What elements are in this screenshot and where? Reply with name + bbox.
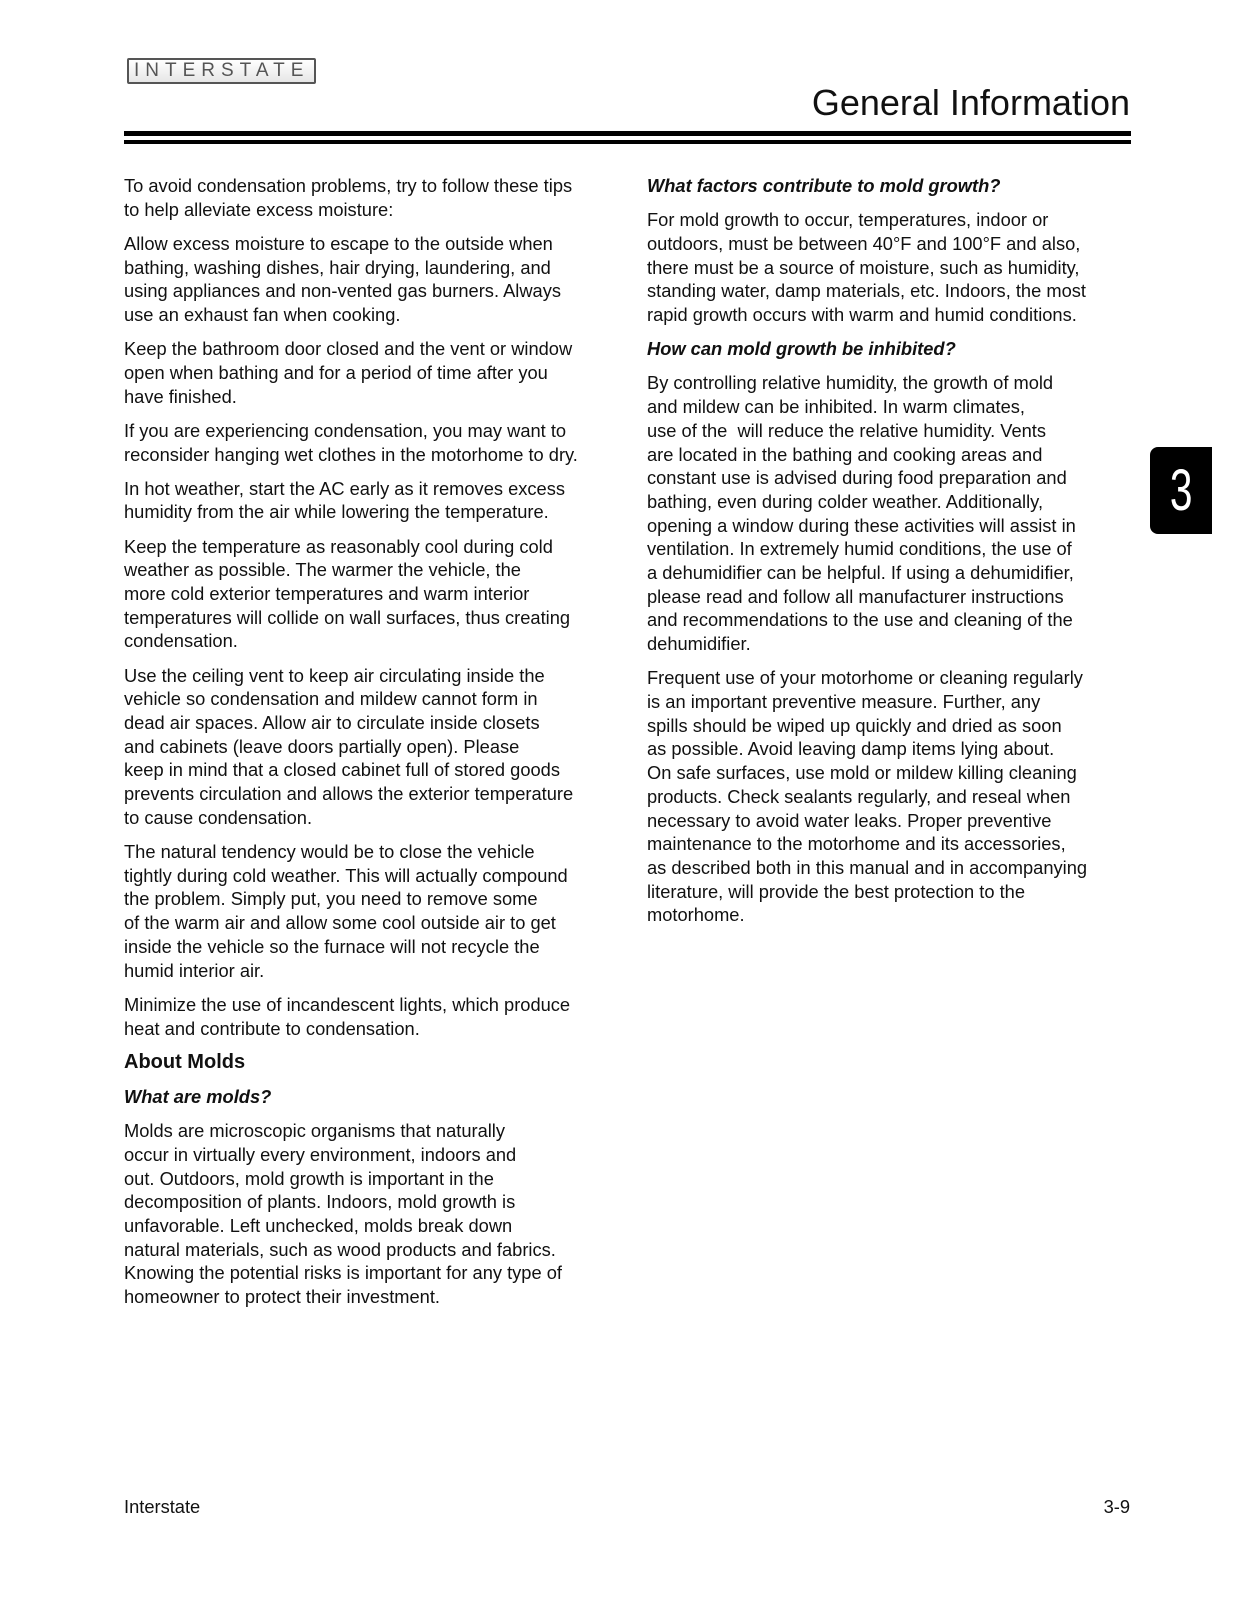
text-line: homeowner to protect their investment.: [124, 1286, 441, 1308]
text-line: use of the will reduce the relative humidity. Vents: [647, 419, 1047, 441]
text-line: and recommendations to the use and cleaning of the: [647, 609, 1073, 631]
text-line: Keep the bathroom door closed and the vent or window: [124, 338, 573, 360]
text-line: On safe surfaces, use mold or mildew killing cleaning: [647, 762, 1077, 784]
interstate-logo: INTERSTATE: [127, 58, 316, 84]
text-line: reconsider hanging wet clothes in the motorhome to dry.: [124, 443, 578, 465]
text-line: use an exhaust fan when cooking.: [124, 304, 401, 326]
text-line: prevents circulation and allows the exterior temperature: [124, 783, 574, 805]
text-line: to cause condensation.: [124, 806, 313, 828]
text-line: as possible. Avoid leaving damp items lying about.: [647, 738, 1055, 760]
text-line: By controlling relative humidity, the growth of mold: [647, 372, 1054, 394]
text-line: opening a window during these activities will assist in: [647, 514, 1076, 536]
text-line: and mildew can be inhibited. In warm climates,: [647, 396, 1025, 418]
text-line: are located in the bathing and cooking areas and: [647, 443, 1043, 465]
text-line: have finished.: [124, 385, 237, 407]
text-line: For mold growth to occur, temperatures, indoor or: [647, 209, 1049, 231]
text-line: is an important preventive measure. Further, any: [647, 691, 1041, 713]
paragraph: [124, 840, 624, 982]
text-line: spills should be wiped up quickly and dried as soon: [647, 714, 1062, 736]
text-line: About Molds: [124, 1050, 246, 1073]
paragraph: [124, 664, 624, 830]
text-line: Keep the temperature as reasonably cool during cold: [124, 535, 553, 557]
text-line: condensation.: [124, 630, 238, 652]
text-line: open when bathing and for a period of time after you: [124, 361, 548, 383]
text-line: What factors contribute to mold growth?: [647, 175, 1001, 196]
paragraph: [124, 477, 624, 524]
text-line: What are molds?: [124, 1085, 272, 1107]
page-title: General Information: [811, 82, 1130, 123]
chapter-tab: [1150, 447, 1212, 534]
text-line: a dehumidifier can be helpful. If using a dehumidifier,: [647, 562, 1074, 584]
text-line: unfavorable. Left unchecked, molds break down: [124, 1214, 513, 1236]
text-line: decomposition of plants. Indoors, mold growth is: [124, 1191, 516, 1213]
subheading: [124, 1085, 624, 1109]
right-column: [647, 174, 1147, 938]
paragraph: [124, 232, 624, 327]
text-line: standing water, damp materials, etc. Indoors, the most: [647, 280, 1086, 302]
header-rule-thin: [124, 140, 1131, 144]
text-line: keep in mind that a closed cabinet full of stored goods: [124, 759, 560, 781]
paragraph: [647, 208, 1147, 327]
text-line: literature, will provide the best protection to the: [647, 880, 1026, 902]
text-line: humid interior air.: [124, 959, 265, 981]
text-line: using appliances and non-vented gas burners. Always: [124, 280, 561, 302]
text-line: If you are experiencing condensation, you may want to: [124, 419, 567, 441]
text-line: motorhome.: [647, 904, 745, 926]
text-line: bathing, even during colder weather. Additionally,: [647, 490, 1044, 512]
paragraph: [124, 993, 624, 1040]
text-line: of the warm air and allow some cool outside air to get: [124, 912, 556, 934]
section-heading: [124, 1051, 624, 1075]
page-number: 3-9: [1103, 1496, 1130, 1517]
text-line: dead air spaces. Allow air to circulate inside closets: [124, 712, 540, 734]
text-line: out. Outdoors, mold growth is important in the: [124, 1167, 494, 1189]
text-line: ventilation. In extremely humid conditions, the use of: [647, 538, 1072, 560]
text-line: bathing, washing dishes, hair drying, laundering, and: [124, 256, 551, 278]
text-line: more cold exterior temperatures and warm interior: [124, 583, 530, 605]
text-line: weather as possible. The warmer the vehicle, the: [124, 559, 521, 581]
paragraph: [124, 419, 624, 466]
text-line: natural materials, such as wood products and fabrics.: [124, 1238, 556, 1260]
text-line: as described both in this manual and in accompanying: [647, 856, 1088, 878]
text-line: Use the ceiling vent to keep air circulating inside the: [124, 664, 545, 686]
text-line: occur in virtually every environment, indoors and: [124, 1143, 517, 1165]
paragraph: [124, 1119, 624, 1309]
text-line: vehicle so condensation and mildew cannot form in: [124, 688, 538, 710]
paragraph: [647, 666, 1147, 927]
paragraph: [124, 337, 624, 408]
text-line: Allow excess moisture to escape to the outside when: [124, 232, 553, 254]
text-line: necessary to avoid water leaks. Proper preventive: [647, 809, 1052, 831]
text-line: humidity from the air while lowering the temperature.: [124, 501, 549, 523]
text-line: inside the vehicle so the furnace will not recycle the: [124, 935, 540, 957]
text-line: to help alleviate excess moisture:: [124, 198, 394, 220]
text-line: Frequent use of your motorhome or cleaning regularly: [647, 667, 1083, 689]
text-line: products. Check sealants regularly, and reseal when: [647, 785, 1071, 807]
subheading: [647, 337, 1147, 361]
text-line: tightly during cold weather. This will actually compound: [124, 864, 568, 886]
header-rule-thick: [124, 131, 1131, 136]
text-line: dehumidifier.: [647, 633, 751, 655]
text-line: temperatures will collide on wall surfaces, thus creating: [124, 606, 571, 628]
text-line: please read and follow all manufacturer instructions: [647, 585, 1064, 607]
text-line: outdoors, must be between 40°F and 100°F and also,: [647, 232, 1081, 254]
text-line: Molds are microscopic organisms that naturally: [124, 1120, 506, 1142]
text-line: How can mold growth be inhibited?: [647, 338, 956, 360]
text-line: constant use is advised during food preparation and: [647, 467, 1067, 489]
text-line: To avoid condensation problems, try to follow these tips: [124, 175, 573, 196]
chapter-number: 3: [1169, 458, 1193, 523]
left-column: [124, 174, 624, 1319]
text-line: heat and contribute to condensation.: [124, 1017, 420, 1039]
text-line: there must be a source of moisture, such as humidity,: [647, 256, 1080, 278]
text-line: Minimize the use of incandescent lights, which produce: [124, 993, 571, 1015]
text-line: In hot weather, start the AC early as it removes excess: [124, 477, 565, 499]
text-line: rapid growth occurs with warm and humid conditions.: [647, 304, 1077, 326]
text-line: maintenance to the motorhome and its accessories,: [647, 833, 1066, 855]
subheading: [647, 174, 1147, 198]
paragraph: [124, 535, 624, 654]
text-line: the problem. Simply put, you need to remove some: [124, 888, 538, 910]
text-line: and cabinets (leave doors partially open). Please: [124, 735, 520, 757]
text-line: Knowing the potential risks is important for any type of: [124, 1262, 562, 1284]
footer-brand: Interstate: [124, 1496, 201, 1517]
paragraph: [124, 174, 624, 221]
paragraph: [647, 371, 1147, 655]
text-line: The natural tendency would be to close the vehicle: [124, 841, 535, 863]
